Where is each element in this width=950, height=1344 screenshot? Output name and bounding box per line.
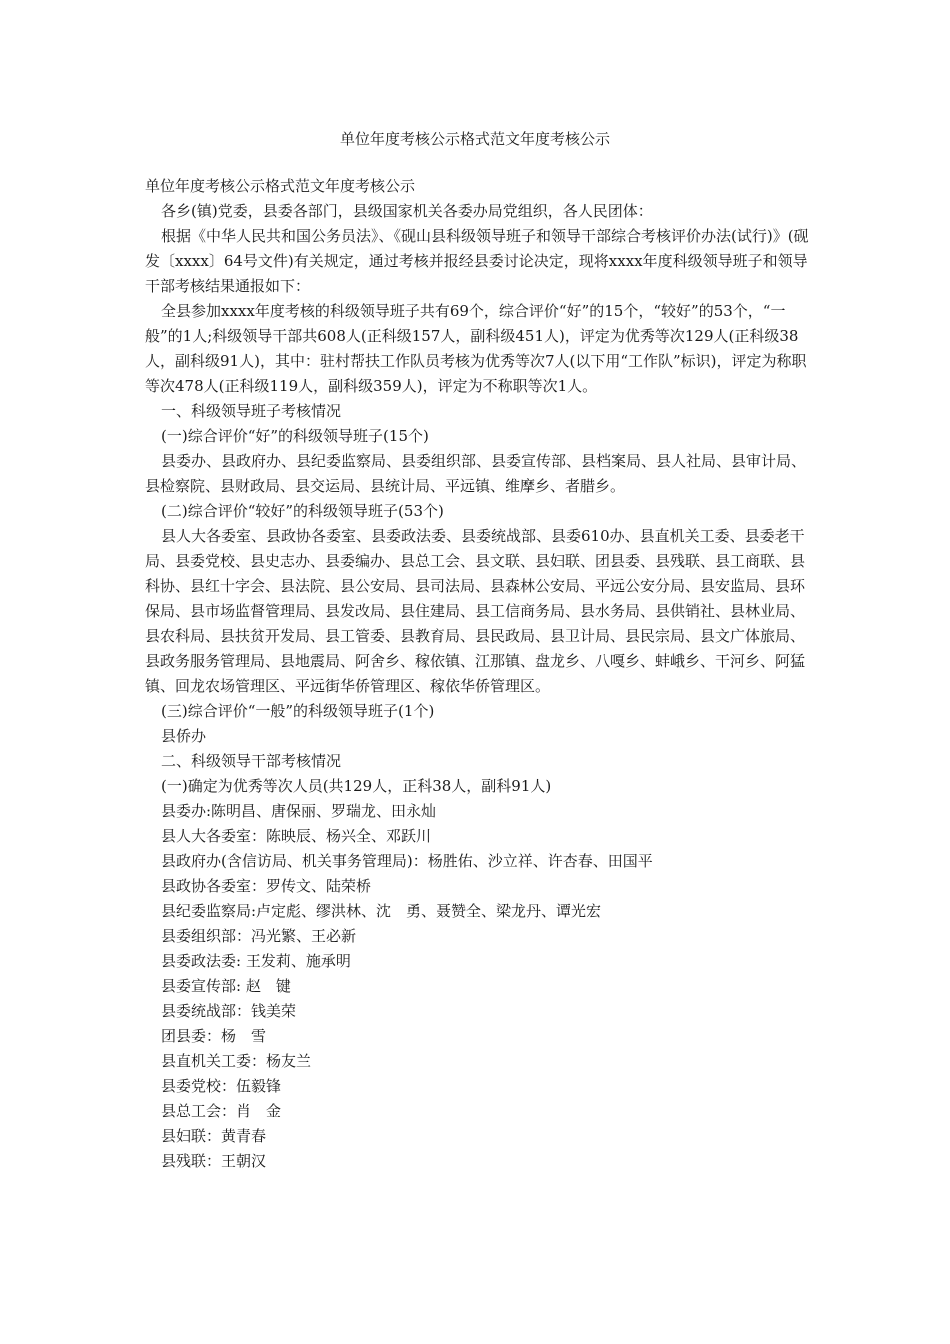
list-item: 县妇联：黄青春 [161, 1127, 267, 1145]
list-item: 县委统战部：钱美荣 [161, 1002, 297, 1020]
excellent-list [145, 799, 810, 1174]
list-item: 县残联：王朝汉 [161, 1152, 267, 1170]
good-list: 县委办、县政府办、县纪委监察局、县委组织部、县委宣传部、县档案局、县人社局、县审计局、县检察院、县财政局、县交运局、县统计局、平远镇、维摩乡、者腊乡。 [145, 452, 807, 495]
good-heading: (一)综合评价“好”的科级领导班子(15个) [161, 427, 429, 445]
section1-heading: 一、科级领导班子考核情况 [161, 402, 342, 420]
document-subtitle: 单位年度考核公示格式范文年度考核公示 [145, 177, 416, 195]
list-item: 县纪委监察局:卢定彪、缪洪林、沈 勇、聂赞全、梁龙丹、谭光宏 [161, 902, 602, 920]
fair-heading: (二)综合评价“较好”的科级领导班子(53个) [161, 502, 444, 520]
average-heading: (三)综合评价“一般”的科级领导班子(1个) [161, 702, 435, 720]
list-item: 团县委：杨 雪 [161, 1027, 267, 1045]
salutation: 各乡(镇)党委，县委各部门，县级国家机关各委办局党组织，各人民团体： [161, 202, 653, 220]
list-item: 县人大各委室：陈映辰、杨兴全、邓跃川 [161, 827, 432, 845]
fair-list: 县人大各委室、县政协各委室、县委政法委、县委统战部、县委610办、县直机关工委、县委老干局、县委党校、县史志办、县委编办、县总工会、县文联、县妇联、团县委、县残联、县工商联、县科协、县红十字会、县法院、县公安局、县司法局、县森林公安局、平远公安分局、县安监局、县环保局、县市场监督管理局、县发改局、县住建局、县工信商务局、县水务局、县供销社、县林业局、县农科局、县扶贫开发局、县工管委、县教育局、县民政局、县卫计局、县民宗局、县文广体旅局、县政务服务管理局、县地震局、阿舍乡、稼依镇、江那镇、盘龙乡、八嘎乡、蚌峨乡、干河乡、阿猛镇、回龙农场管理区、平远街华侨管理区、稼依华侨管理区。 [145, 527, 806, 695]
list-item: 县政府办(含信访局、机关事务管理局)：杨胜佑、沙立祥、许杏春、田国平 [161, 852, 653, 870]
intro-paragraph: 根据《中华人民共和国公务员法》、《砚山县科级领导班子和领导干部综合考核评价办法(试行)》(砚发〔xxxx〕64号文件)有关规定，通过考核并报经县委讨论决定，现将xxxx年度科级领导班子和领导干部考核结果通报如下： [145, 227, 809, 295]
list-item: 县直机关工委：杨友兰 [161, 1052, 312, 1070]
excellent-heading: (一)确定为优秀等次人员(共129人，正科38人，副科91人) [161, 777, 552, 795]
list-item: 县委党校：伍毅锋 [161, 1077, 282, 1095]
list-item: 县委宣传部: 赵 键 [161, 977, 291, 995]
document-title: 单位年度考核公示格式范文年度考核公示 [339, 130, 610, 148]
document-body [145, 174, 810, 1174]
list-item: 县委办:陈明昌、唐保丽、罗瑞龙、田永灿 [161, 802, 437, 820]
list-item: 县委政法委: 王发莉、施承明 [161, 952, 351, 970]
list-item: 县政协各委室：罗传文、陆荣桥 [161, 877, 372, 895]
average-list: 县侨办 [161, 727, 207, 745]
list-item: 县委组织部：冯光繁、王必新 [161, 927, 357, 945]
section2-heading: 二、科级领导干部考核情况 [161, 752, 342, 770]
summary-paragraph: 全县参加xxxx年度考核的科级领导班子共有69个，综合评价“好”的15个，“较好”的53个，“一般”的1人;科级领导干部共608人(正科级157人，副科级451人)，评定为优秀等次129人(正科级38人，副科级91人)，其中：驻村帮扶工作队员考核为优秀等次7人(以下用“工作队”标识)，评定为称职等次478人(正科级119人，副科级359人)，评定为不称职等次1人。 [145, 302, 807, 395]
list-item: 县总工会：肖 金 [161, 1102, 282, 1120]
